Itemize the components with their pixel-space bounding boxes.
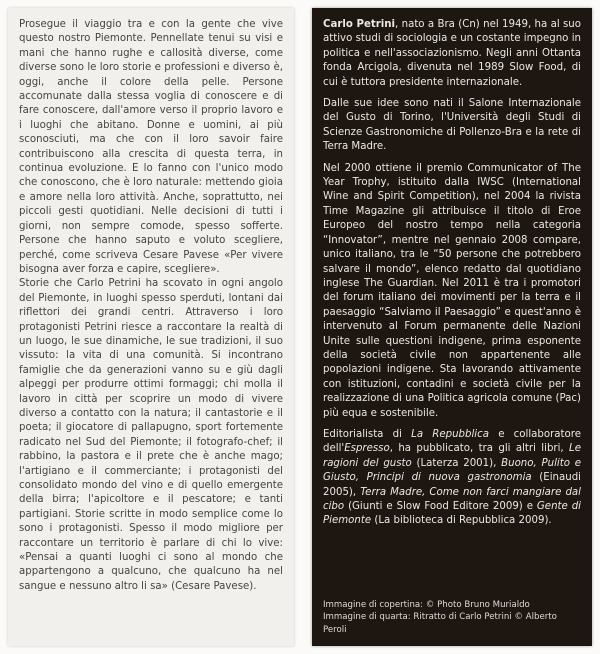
paragraph: Editorialista di La Repubblica e collaboratore dell'Espresso, ha pubblicato, tra gli altri libri, Le ragioni del gusto (Laterza 2001), Buono, Pulito e Giusto, Principi di nuova gastronomia (Einaudi 2005), Terra Madre, Come non farci mangiare dal cibo (Giunti e Slow Food Editore 2009) e Gente di Piemonte (La biblioteca di Repubblica 2009). (323, 428, 582, 527)
paragraph: Dalle sue idee sono nati il Salone Internazionale del Gusto di Torino, l'Università degli Studi di Scienze Gastronomiche di Pollenzo-Bra e la rete di Terra Madre. (323, 98, 581, 153)
biography-text (323, 18, 581, 536)
cover-image-credit: Immagine di copertina: © Photo Bruno Murialdo (323, 599, 530, 610)
back-image-credit: Immagine di quarta: Ritratto di Carlo Petrini © Alberto Peroli (323, 612, 557, 635)
paragraph: Nel 2000 ottiene il premio Communicator of The Year Trophy, istituito dalla IWSC (International Wine and Spirit Competition), nel 2004 la rivista Time Magazine gli attribuisce il titolo di Eroe Europeo del nostro tempo nella categoria “Innovator”, mentre nel gennaio 2008 compare, unico italiano, tra le “50 persone che potrebbero salvare il mondo”, elenco redatto dal quotidiano inglese The Guardian. Nel 2011 è tra i promotori del forum italiano dei movimenti per la terra e il paesaggio “Salviamo il Paesaggio” e quest'anno è intervenuto al Forum permanente delle Nazioni Unite sulle questioni indigene, prima esponente della società civile non appartenente alle popolazioni indigene. Sta lavorando attivamente con istituzioni, contadini e società civile per la realizzazione di una Politica agricola comune (Pac) più equa e sostenibile. (323, 162, 581, 419)
paragraph: Storie che Carlo Petrini ha scovato in ogni angolo del Piemonte, in luoghi spesso sperduti, lontani dai riflettori dei grandi centri. Attraverso i loro protagonisti Petrini riesce a raccontare la realtà di un luogo, le sue dinamiche, le sue tradizioni, il suo vissuto: la vita di una comunità. Si incontrano famiglie che da generazioni vanno su e giù dagli alpeggi per produrre ottimi formaggi; chi molla il lavoro in città per scoprire un modo di vivere diverso a contatto con la natura; il cantastorie e il poeta; il giocatore di pallapugno, sport fortemente radicato nel Sud del Piemonte; il fotografo-chef; il rabbino, la pastora e il prete che è anche mago; l'artigiano e il commerciante; i protagonisti del consolidato mondo del vino e di quello emergente della birra; l'apicoltore e il pescatore; e tanti partigiani. Storie scritte in modo semplice come lo sono i protagonisti. Spesso il modo migliore per raccontare un territorio è parlare di chi lo vive: «Pensai a quanti luoghi ci sono al mondo che appartengono a qualcuno, che qualcuno ha nel sangue e nessuno altro li sa» (Cesare Pavese). (19, 278, 283, 592)
paragraph: Carlo Petrini, nato a Bra (Cn) nel 1949, ha al suo attivo studi di sociologia e un costante impegno in politica e nell'associazionismo. Negli anni Ottanta fonda Arcigola, divenuta nel 1989 Slow Food, di cui è tuttora presidente internazionale. (323, 19, 581, 88)
paragraph: Prosegue il viaggio tra e con la gente che vive questo nostro Piemonte. Pennellate tenui su visi e mani che hanno rughe e callosità diverse, come diverse sono le loro storie e professioni e diverso è, oggi, anche il colore della pelle. Persone accomunate dalla stessa voglia di conoscere e di fare conoscere, dall'amore verso il proprio lavoro e i luoghi che abitano. Donne e uomini, ai più sconosciuti, ma che con il loro savoir faire contribuiscono alla crescita di questa terra, in continua evoluzione. E lo fanno con l'unico modo che conoscono, che è loro naturale: mettendo gioia e amore nella loro attività. Anche, soprattutto, nei piccoli gesti quotidiani. Nelle decisioni di tutti i giorni, non sempre comode, spesso sofferte. Persone che hanno saputo e voluto scegliere, perché, come scriveva Cesare Pavese «Per vivere bisogna aver forza e capire, scegliere». (19, 19, 283, 275)
left-flap-description (8, 8, 294, 646)
image-credits (323, 599, 581, 637)
right-flap-biography (312, 8, 592, 646)
